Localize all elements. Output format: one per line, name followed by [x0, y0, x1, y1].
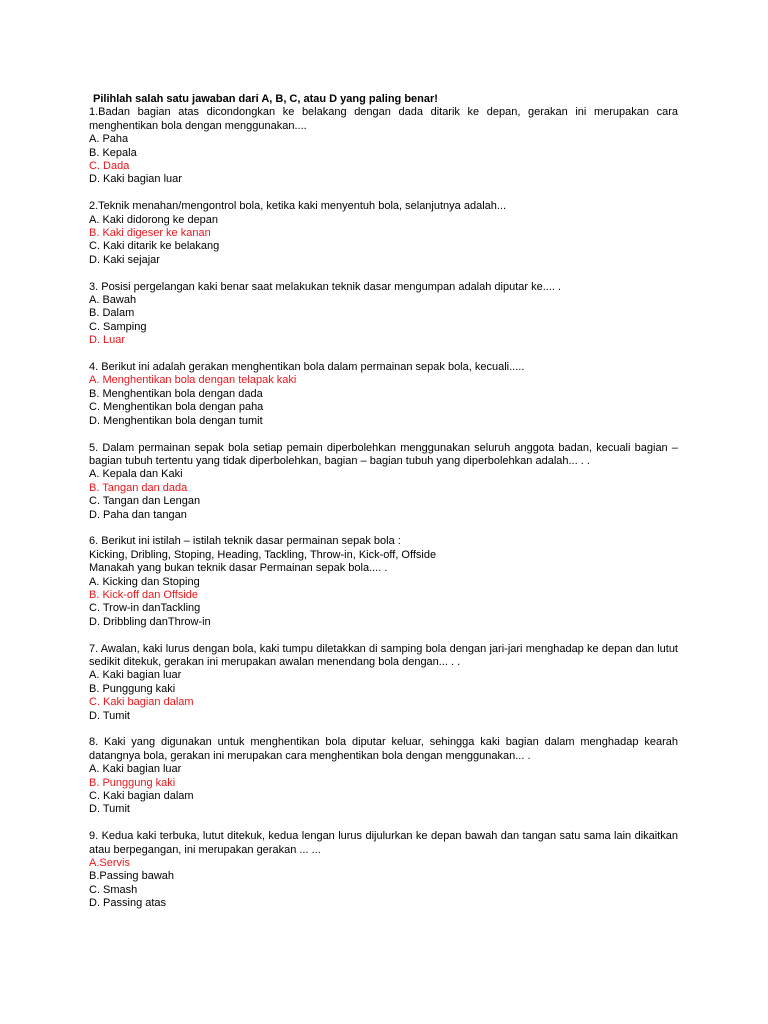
- question-stem: 7. Awalan, kaki lurus dengan bola, kaki tumpu diletakkan di samping bola dengan jari-jari menghadap ke depan dan lutut sedikit ditekuk, gerakan ini merupakan awalan menendang bola dengan... . .: [89, 642, 678, 668]
- answer-option-correct: B. Tangan dan dada: [89, 481, 188, 494]
- question-7: [89, 643, 678, 723]
- answer-option: B. Menghentikan bola dengan dada: [89, 387, 263, 400]
- answer-option: A. Paha: [89, 133, 129, 146]
- answer-option: B.Passing bawah: [89, 870, 174, 883]
- question-8: [89, 736, 678, 816]
- question-stem: 3. Posisi pergelangan kaki benar saat melakukan teknik dasar mengumpan adalah diputar ke.... .: [89, 280, 562, 293]
- question-list: [89, 106, 678, 910]
- answer-option: C. Menghentikan bola dengan paha: [89, 401, 264, 414]
- answer-option: A. Kaki bagian luar: [89, 763, 182, 776]
- answer-option: D. Tumit: [89, 709, 130, 722]
- answer-option-correct: D. Luar: [89, 334, 126, 347]
- answer-option-correct: B. Kick-off dan Offside: [89, 588, 199, 601]
- question-9: [89, 830, 678, 910]
- quiz-instruction: Pilihlah salah satu jawaban dari A, B, C, atau D yang paling benar!: [93, 93, 438, 105]
- question-6: [89, 535, 678, 629]
- question-stem: 8. Kaki yang digunakan untuk menghentikan bola diputar keluar, sehingga kaki bagian dalam menghadap kearah datangnya bola, gerakan ini merupakan cara menghentikan bola dengan menggunakan... .: [89, 736, 678, 762]
- answer-option: A. Kaki didorong ke depan: [89, 213, 219, 226]
- answer-option-correct: A. Menghentikan bola dengan telapak kaki: [89, 374, 297, 387]
- answer-option: D. Paha dan tangan: [89, 508, 187, 521]
- answer-option: A. Kicking dan Stoping: [89, 575, 200, 588]
- answer-option-correct: C. Kaki bagian dalam: [89, 696, 194, 709]
- answer-option: D. Passing atas: [89, 897, 167, 910]
- answer-option: A. Kepala dan Kaki: [89, 468, 183, 481]
- answer-option: C. Kaki ditarik ke belakang: [89, 240, 220, 253]
- answer-option: C. Kaki bagian dalam: [89, 790, 194, 803]
- question-4: [89, 361, 678, 428]
- answer-option: D. Tumit: [89, 803, 130, 816]
- question-stem: 2.Teknik menahan/mengontrol bola, ketika kaki menyentuh bola, selanjutnya adalah...: [89, 200, 507, 213]
- answer-option: B. Dalam: [89, 307, 135, 320]
- answer-option: A. Kaki bagian luar: [89, 669, 182, 682]
- question-stem: 4. Berikut ini adalah gerakan menghentikan bola dalam permainan sepak bola, kecuali.....: [89, 361, 525, 374]
- question-3: [89, 281, 678, 348]
- answer-option: C. Samping: [89, 320, 147, 333]
- answer-option-correct: A.Servis: [89, 857, 130, 870]
- answer-option: C. Trow-in danTackling: [89, 602, 201, 615]
- answer-option-correct: B. Kaki digeser ke kanan: [89, 227, 211, 240]
- answer-option-correct: B. Punggung kaki: [89, 776, 176, 789]
- question-stem-line: Manakah yang bukan teknik dasar Permainan sepak bola.... .: [89, 562, 388, 575]
- answer-option: D. Kaki bagian luar: [89, 173, 182, 186]
- answer-option: D. Menghentikan bola dengan tumit: [89, 414, 263, 427]
- question-1: [89, 106, 678, 186]
- quiz-content: [89, 93, 678, 924]
- answer-option: D. Kaki sejajar: [89, 253, 160, 266]
- question-stem: 6. Berikut ini istilah – istilah teknik dasar permainan sepak bola :: [89, 535, 401, 548]
- question-2: [89, 200, 678, 267]
- answer-option: C. Tangan dan Lengan: [89, 495, 201, 508]
- question-stem: 5. Dalam permainan sepak bola setiap pemain diperbolehkan menggunakan seluruh anggota badan, kecuali bagian – bagian tubuh tertentu yang tidak diperbolehkan, bagian – bagian tubuh yang diperbolehkan adalah... . .: [89, 441, 678, 467]
- answer-option: C. Smash: [89, 883, 138, 896]
- answer-option: B. Punggung kaki: [89, 682, 176, 695]
- question-stem: 9. Kedua kaki terbuka, lutut ditekuk, kedua lengan lurus dijulurkan ke depan bawah dan tangan satu sama lain dikaitkan atau berpegangan, ini merupakan gerakan ... ...: [89, 830, 678, 856]
- answer-option: B. Kepala: [89, 146, 137, 159]
- question-stem: 1.Badan bagian atas dicondongkan ke belakang dengan dada ditarik ke depan, gerakan ini merupakan cara menghentikan bola dengan menggunakan....: [89, 106, 678, 132]
- answer-option-correct: C. Dada: [89, 160, 130, 173]
- answer-option: D. Dribbling danThrow-in: [89, 615, 211, 628]
- question-stem-line: Kicking, Dribling, Stoping, Heading, Tackling, Throw-in, Kick-off, Offside: [89, 548, 437, 561]
- question-5: [89, 442, 678, 522]
- answer-option: A. Bawah: [89, 294, 137, 307]
